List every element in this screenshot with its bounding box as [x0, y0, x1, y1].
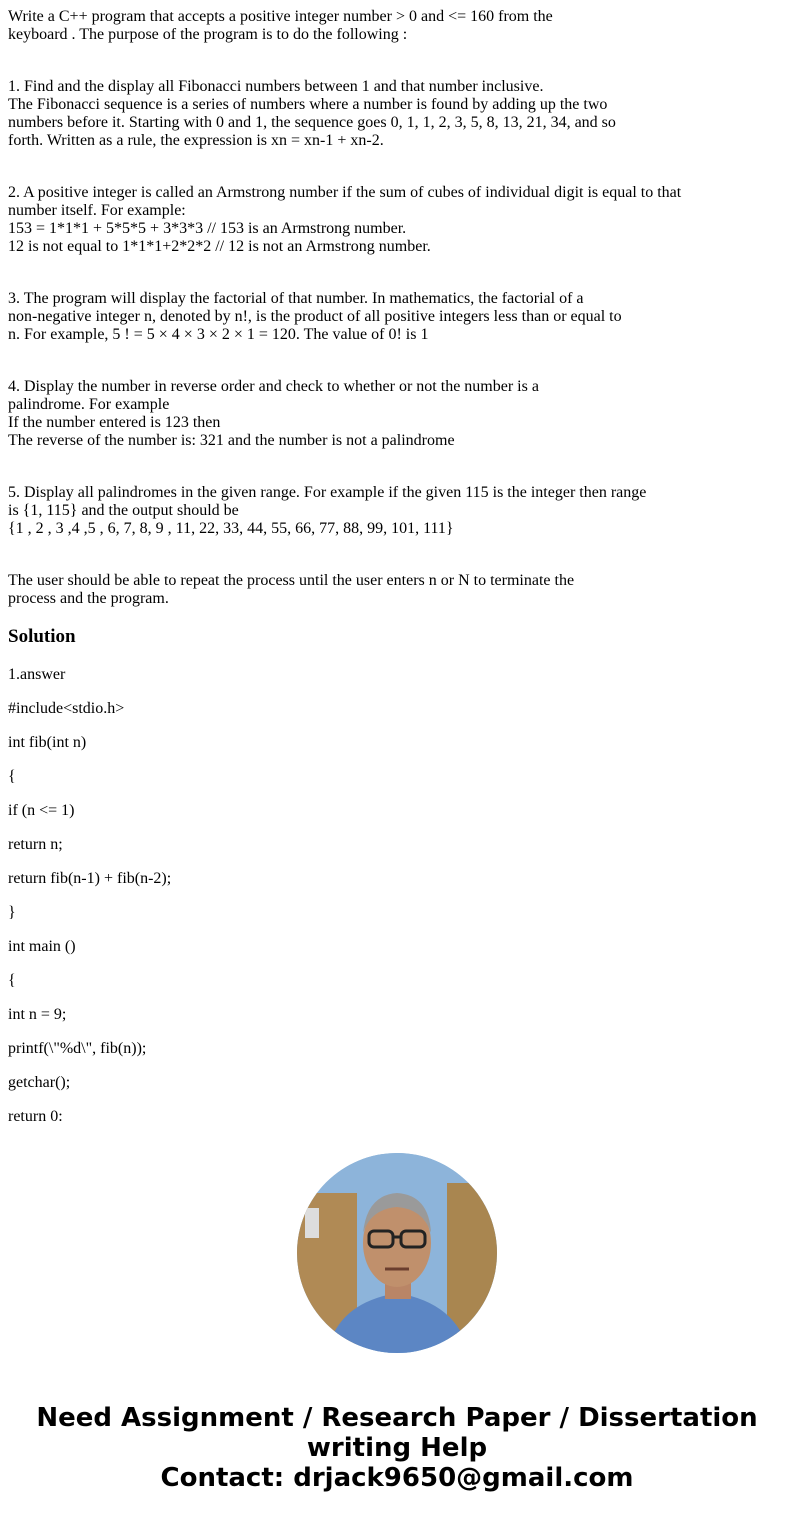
text-line: is {1, 115} and the output should be: [8, 502, 239, 519]
code-line: getchar();: [8, 1074, 71, 1091]
text-line: number itself. For example:: [8, 202, 186, 219]
text-line: 153 = 1*1*1 + 5*5*5 + 3*3*3 // 153 is an Armstrong number.: [8, 220, 407, 237]
banner-line-2: writing Help: [306, 1433, 488, 1463]
text-line: n. For example, 5 ! = 5 × 4 × 3 × 2 × 1 = 120. The value of 0! is 1: [8, 326, 429, 343]
text-line: Write a C++ program that accepts a positive integer number > 0 and <= 160 from the: [8, 8, 553, 25]
code-line: }: [8, 904, 16, 921]
question-text: [8, 8, 788, 608]
text-line: 4. Display the number in reverse order and check to whether or not the number is a: [8, 378, 539, 395]
text-line: 3. The program will display the factorial of that number. In mathematics, the factorial of a: [8, 290, 584, 307]
code-line: return 0:: [8, 1108, 63, 1125]
text-line: numbers before it. Starting with 0 and 1, the sequence goes 0, 1, 1, 2, 3, 5, 8, 13, 21, 34, and so: [8, 114, 616, 131]
code-line: {: [8, 972, 16, 989]
question-paragraph: [8, 184, 788, 256]
text-line: {1 , 2 , 3 ,4 ,5 , 6, 7, 8, 9 , 11, 22, 33, 44, 55, 66, 77, 88, 99, 101, 111}: [8, 520, 454, 537]
code-line: 1.answer: [8, 666, 66, 683]
code-line: int n = 9;: [8, 1006, 67, 1023]
text-line: 12 is not equal to 1*1*1+2*2*2 // 12 is not an Armstrong number.: [8, 238, 431, 255]
question-paragraph: [8, 484, 788, 538]
text-line: 1. Find and the display all Fibonacci numbers between 1 and that number inclusive.: [8, 78, 544, 95]
question-paragraph: [8, 572, 788, 608]
text-line: keyboard . The purpose of the program is to do the following :: [8, 26, 408, 43]
text-line: palindrome. For example: [8, 396, 170, 413]
author-avatar: [297, 1153, 497, 1353]
text-line: The Fibonacci sequence is a series of numbers where a number is found by adding up the two: [8, 96, 608, 113]
banner-contact: Contact: drjack9650@gmail.com: [160, 1463, 634, 1493]
question-paragraph: [8, 78, 788, 150]
question-paragraph: [8, 290, 788, 344]
text-line: non-negative integer n, denoted by n!, is the product of all positive integers less than or equal to: [8, 308, 622, 325]
text-line: The user should be able to repeat the process until the user enters n or N to terminate the: [8, 572, 575, 589]
banner-line-1: Need Assignment / Research Paper / Dissertation: [36, 1403, 758, 1433]
solution-code: [8, 666, 171, 1142]
text-line: The reverse of the number is: 321 and the number is not a palindrome: [8, 432, 455, 449]
text-line: forth. Written as a rule, the expression is xn = xn-1 + xn-2.: [8, 132, 384, 149]
code-line: if (n <= 1): [8, 802, 75, 819]
code-line: int main (): [8, 938, 76, 955]
text-line: process and the program.: [8, 590, 169, 607]
code-line: {: [8, 768, 16, 785]
text-line: 5. Display all palindromes in the given range. For example if the given 115 is the integer then range: [8, 484, 647, 501]
question-paragraph: [8, 8, 788, 44]
code-line: return n;: [8, 836, 63, 853]
code-line: #include<stdio.h>: [8, 700, 125, 717]
question-paragraph: [8, 378, 788, 450]
solution-heading: Solution: [8, 626, 76, 647]
text-line: 2. A positive integer is called an Armstrong number if the sum of cubes of individual digit is equal to that: [8, 184, 682, 201]
code-line: int fib(int n): [8, 734, 87, 751]
text-line: If the number entered is 123 then: [8, 414, 221, 431]
code-line: printf(\"%d\", fib(n));: [8, 1040, 147, 1057]
code-line: return fib(n-1) + fib(n-2);: [8, 870, 172, 887]
contact-banner: [0, 1403, 794, 1493]
